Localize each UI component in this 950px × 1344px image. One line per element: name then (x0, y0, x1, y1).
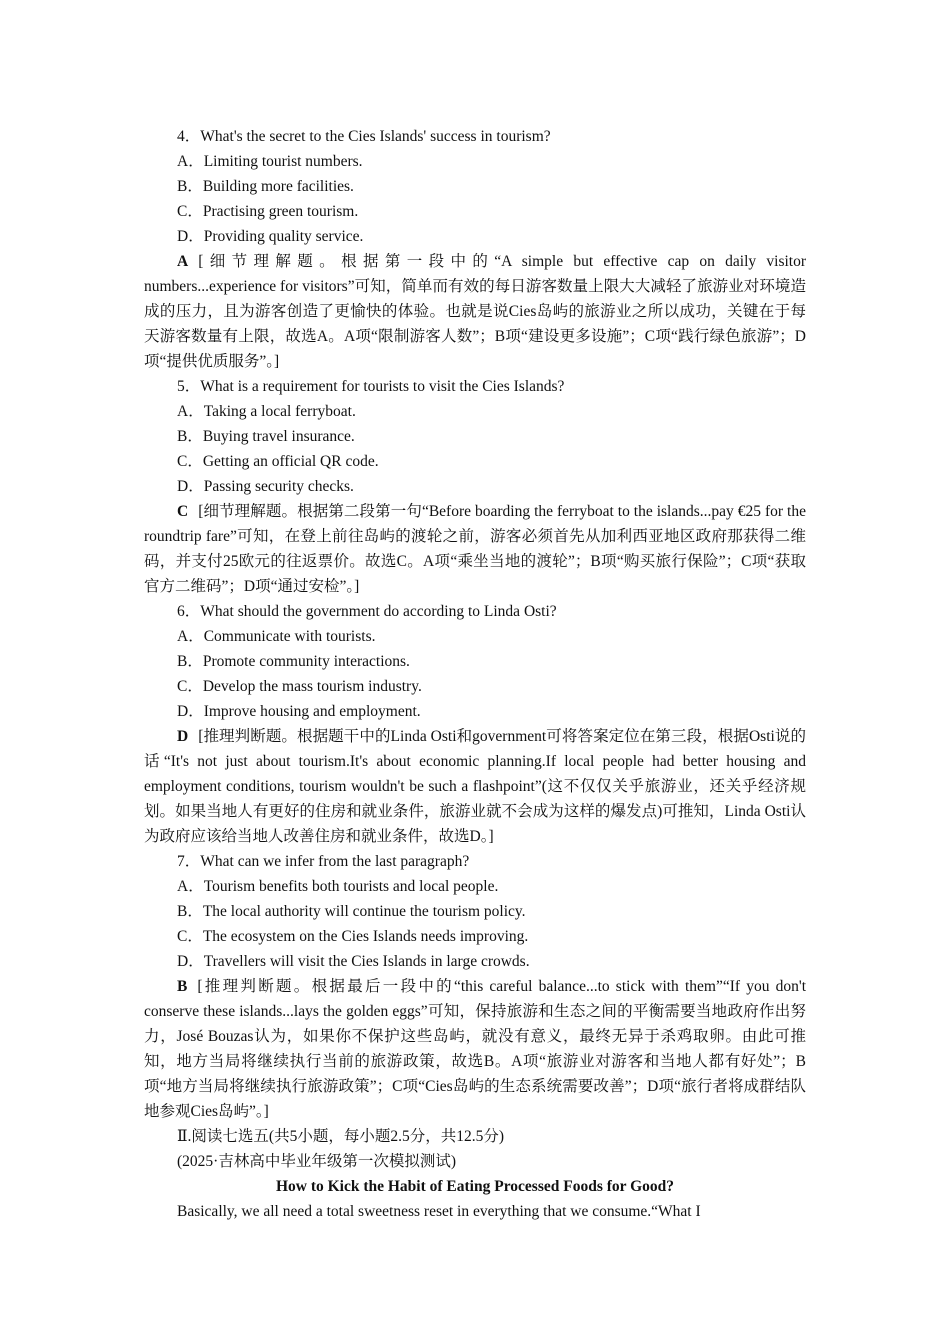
answer-letter: D (177, 728, 189, 745)
question-stem: 6．What should the government do according to Linda Osti? (177, 603, 557, 620)
option-c: C．Develop the mass tourism industry. (177, 678, 422, 695)
question-block (144, 124, 806, 374)
option-c: C．Getting an official QR code. (177, 453, 379, 470)
option-a: A．Limiting tourist numbers. (177, 153, 363, 170)
option-b: B．Promote community interactions. (177, 653, 410, 670)
question-block (144, 599, 806, 849)
passage-title: How to Kick the Habit of Eating Processed Foods for Good? (275, 1178, 675, 1195)
answer-letter: A (177, 253, 189, 270)
explanation-text: [推理判断题。根据题干中的Linda Osti和government可将答案定位在第三段，根据Osti说的话“It's not just about tourism.It's about economic planning.If local people had better housing and employment conditions, tourism wouldn't be such a flashpoint”(这不仅仅关乎旅游业，还关乎经济规划。如果当地人有更好的住房和就业条件，旅游业就不会成为这样的爆发点)可推知，Linda Osti认为政府应该给当地人改善住房和就业条件，故选D。] (144, 728, 806, 845)
answer-letter: B (177, 978, 188, 995)
option-d: D．Improve housing and employment. (177, 703, 421, 720)
option-d: D．Travellers will visit the Cies Islands in large crowds. (177, 953, 530, 970)
answer-explanation (144, 249, 806, 374)
explanation-text: [细节理解题。根据第二段第一句“Before boarding the ferryboat to the islands...pay €25 for the roundtrip fare”可知，在登上前往岛屿的渡轮之前，游客必须首先从加利西亚地区政府那获得二维码，并支付25欧元的往返票价。故选C。A项“乘坐当地的渡轮”；B项“购买旅行保险”；C项“获取官方二维码”；D项“通过安检”。] (144, 503, 806, 595)
question-stem: 4．What's the secret to the Cies Islands' success in tourism? (177, 128, 551, 145)
explanation-text: [推理判断题。根据最后一段中的“this careful balance...to stick with them”“If you don't conserve these islands...lays the golden eggs”可知，保持旅游和生态之间的平衡需要当地政府作出努力，José Bouzas认为，如果你不保护这些岛屿，就没有意义，最终无异于杀鸡取卵。由此可推知，地方当局将继续执行当前的旅游政策，故选B。A项“旅游业对游客和当地人都有好处”；B项“地方当局将继续执行旅游政策”；C项“Cies岛屿的生态系统需要改善”；D项“旅行者将成群结队地参观Cies岛屿”。] (144, 978, 806, 1120)
option-b: B．Building more facilities. (177, 178, 354, 195)
question-stem: 5．What is a requirement for tourists to visit the Cies Islands? (177, 378, 565, 395)
document-body (144, 124, 806, 1224)
option-a: A．Communicate with tourists. (177, 628, 376, 645)
option-a: A．Tourism benefits both tourists and local people. (177, 878, 499, 895)
answer-explanation (144, 974, 806, 1124)
option-d: D．Providing quality service. (177, 228, 364, 245)
option-c: C．Practising green tourism. (177, 203, 359, 220)
section-heading: Ⅱ.阅读七选五(共5小题，每小题2.5分，共12.5分) (177, 1128, 504, 1145)
passage-first-line: Basically, we all need a total sweetness reset in everything that we consume.“What I (177, 1203, 701, 1220)
answer-letter: C (177, 503, 189, 520)
question-block (144, 374, 806, 599)
question-block (144, 849, 806, 1124)
answer-explanation (144, 499, 806, 599)
option-b: B．Buying travel insurance. (177, 428, 355, 445)
option-d: D．Passing security checks. (177, 478, 354, 495)
explanation-text: [细节理解题。根据第一段中的“A simple but effective cap on daily visitor numbers...experience for visitors”可知，简单而有效的每日游客数量上限大大减轻了旅游业对环境造成的压力，且为游客创造了更愉快的体验。也就是说Cies岛屿的旅游业之所以成功，关键在于每天游客数量有上限，故选A。A项“限制游客人数”；B项“建设更多设施”；C项“践行绿色旅游”；D项“提供优质服务”。] (144, 253, 806, 370)
option-c: C．The ecosystem on the Cies Islands needs improving. (177, 928, 529, 945)
question-stem: 7．What can we infer from the last paragraph? (177, 853, 470, 870)
section-source: (2025·吉林高中毕业年级第一次模拟测试) (177, 1153, 456, 1170)
answer-explanation (144, 724, 806, 849)
option-b: B．The local authority will continue the tourism policy. (177, 903, 526, 920)
option-a: A．Taking a local ferryboat. (177, 403, 356, 420)
